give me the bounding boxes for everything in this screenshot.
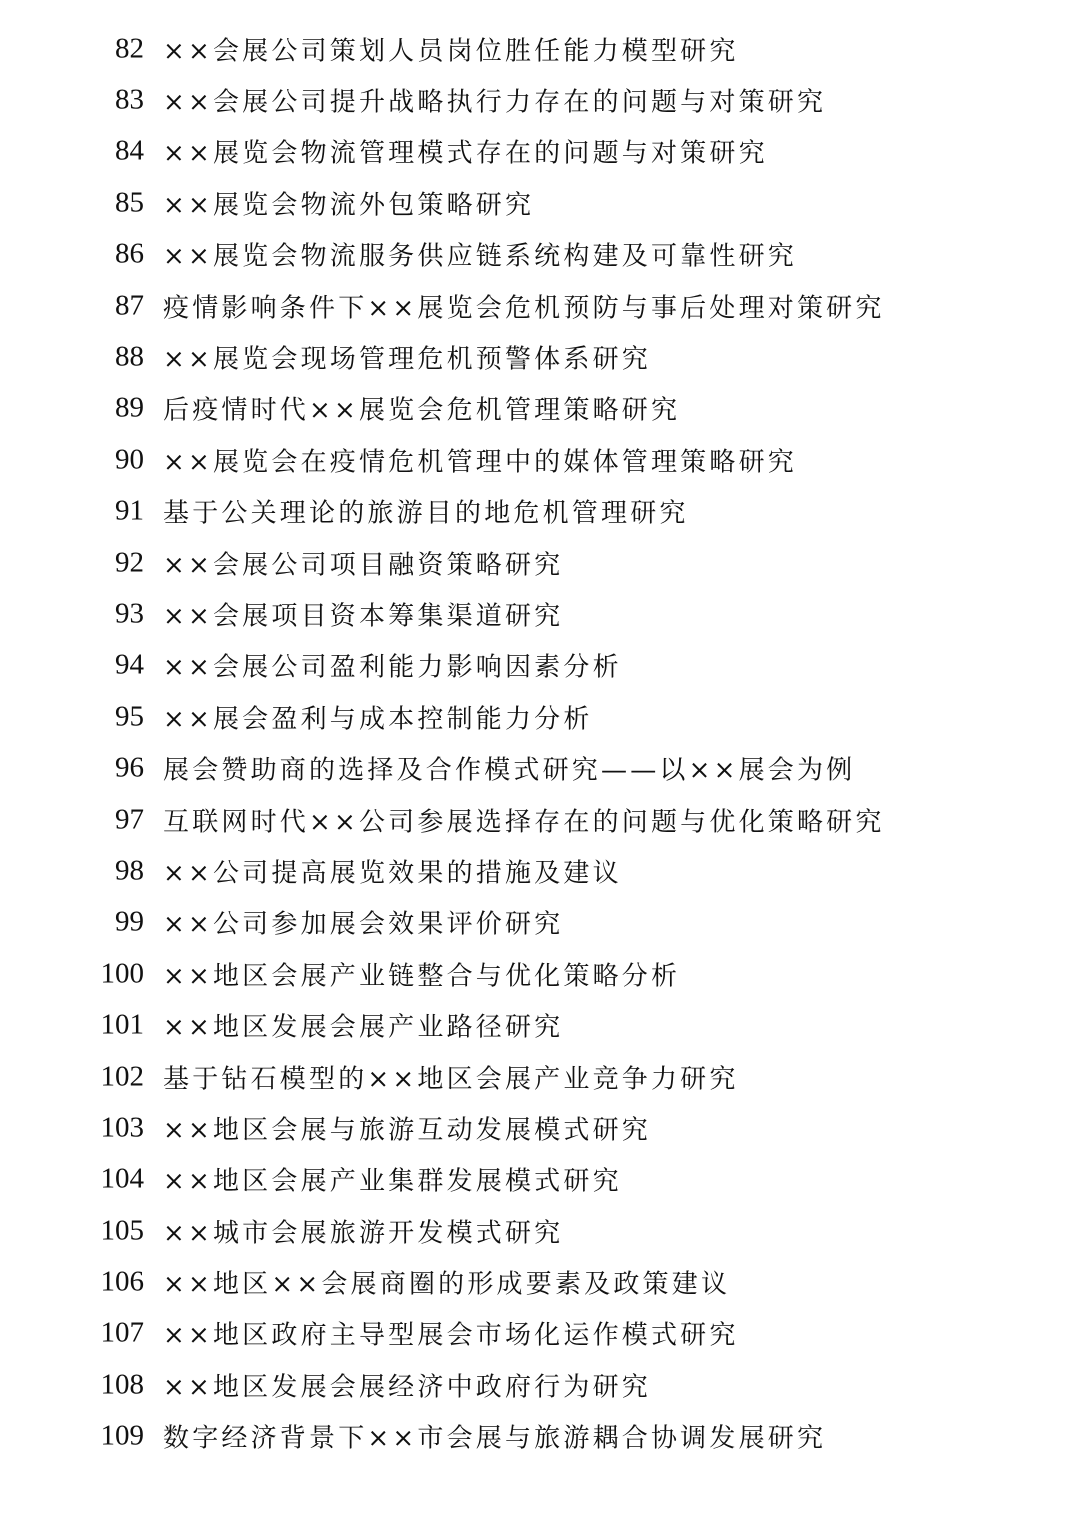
list-item — [0, 23, 1080, 74]
list-item — [0, 1256, 1080, 1307]
list-item — [0, 794, 1080, 845]
item-title: ××地区发展会展经济中政府行为研究 — [163, 1372, 651, 1403]
item-number: 85 — [115, 186, 144, 219]
item-title: ××展会盈利与成本控制能力分析 — [163, 704, 593, 735]
item-title: ××会展公司策划人员岗位胜任能力模型研究 — [163, 36, 739, 67]
item-title: 疫情影响条件下××展览会危机预防与事后处理对策研究 — [163, 293, 885, 324]
item-title: 基于钻石模型的××地区会展产业竞争力研究 — [163, 1064, 739, 1094]
item-title: ××会展公司项目融资策略研究 — [163, 550, 564, 581]
item-number: 109 — [100, 1419, 144, 1452]
list-item — [0, 1154, 1080, 1205]
list-item — [0, 177, 1080, 228]
item-title: ××地区发展会展产业路径研究 — [163, 1012, 564, 1043]
item-number: 98 — [115, 854, 144, 887]
list-item — [0, 383, 1080, 434]
list-item — [0, 434, 1080, 485]
list-item — [0, 691, 1080, 742]
list-item — [0, 1051, 1080, 1102]
item-title: 基于公关理论的旅游目的地危机管理研究 — [163, 498, 689, 529]
list-item — [0, 1359, 1080, 1410]
list-item — [0, 74, 1080, 125]
item-title: ××公司提高展览效果的措施及建议 — [163, 858, 622, 889]
item-number: 107 — [100, 1316, 144, 1349]
item-title: ××会展公司盈利能力影响因素分析 — [163, 652, 622, 683]
item-number: 99 — [115, 905, 144, 938]
item-title: 后疫情时代××展览会危机管理策略研究 — [163, 395, 681, 426]
item-number: 84 — [115, 134, 144, 167]
item-number: 93 — [115, 597, 144, 630]
list-item — [0, 588, 1080, 639]
item-title: ××城市会展旅游开发模式研究 — [163, 1218, 564, 1249]
item-title: ××地区政府主导型展会市场化运作模式研究 — [163, 1320, 739, 1351]
item-number: 104 — [100, 1162, 144, 1195]
item-number: 106 — [100, 1265, 144, 1298]
list-item — [0, 948, 1080, 999]
list-item — [0, 742, 1080, 793]
item-title: 数字经济背景下××市会展与旅游耦合协调发展研究 — [163, 1423, 827, 1454]
list-item — [0, 331, 1080, 382]
list-item — [0, 1411, 1080, 1462]
list-item — [0, 537, 1080, 588]
list-item — [0, 1308, 1080, 1359]
item-title: ××地区××会展商圈的形成要素及政策建议 — [163, 1269, 731, 1300]
item-title: 展会赞助商的选择及合作模式研究——以××展会为例 — [163, 755, 856, 786]
item-number: 90 — [115, 443, 144, 476]
item-number: 105 — [100, 1214, 144, 1247]
item-number: 96 — [115, 751, 144, 784]
item-number: 88 — [115, 340, 144, 373]
item-number: 86 — [115, 237, 144, 270]
item-number: 91 — [115, 494, 144, 527]
topic-list — [0, 23, 1080, 1462]
list-item — [0, 229, 1080, 280]
item-title: ××会展公司提升战略执行力存在的问题与对策研究 — [163, 87, 827, 118]
item-title: ××地区会展产业集群发展模式研究 — [163, 1166, 622, 1197]
item-number: 97 — [115, 803, 144, 836]
item-number: 94 — [115, 648, 144, 681]
list-item — [0, 640, 1080, 691]
item-number: 83 — [115, 83, 144, 116]
list-item — [0, 486, 1080, 537]
list-item — [0, 1205, 1080, 1256]
item-title: ××展览会在疫情危机管理中的媒体管理策略研究 — [163, 447, 797, 478]
list-item — [0, 126, 1080, 177]
list-item — [0, 1102, 1080, 1153]
item-title: ××展览会物流外包策略研究 — [163, 190, 535, 221]
item-number: 87 — [115, 289, 144, 322]
item-number: 92 — [115, 546, 144, 579]
item-title: ××展览会物流服务供应链系统构建及可靠性研究 — [163, 241, 797, 272]
item-number: 95 — [115, 700, 144, 733]
item-title: ××公司参加展会效果评价研究 — [163, 909, 564, 940]
list-item — [0, 845, 1080, 896]
item-number: 101 — [100, 1008, 144, 1041]
item-title: ××展览会现场管理危机预警体系研究 — [163, 344, 651, 375]
item-title: ××地区会展产业链整合与优化策略分析 — [163, 961, 681, 992]
list-item — [0, 897, 1080, 948]
item-title: 互联网时代××公司参展选择存在的问题与优化策略研究 — [163, 807, 885, 838]
item-number: 89 — [115, 391, 144, 424]
list-item — [0, 280, 1080, 331]
item-number: 82 — [115, 32, 144, 65]
item-title: ××地区会展与旅游互动发展模式研究 — [163, 1115, 651, 1146]
item-number: 103 — [100, 1111, 144, 1144]
item-number: 108 — [100, 1368, 144, 1401]
item-title: ××会展项目资本筹集渠道研究 — [163, 601, 564, 632]
item-number: 102 — [100, 1060, 144, 1092]
item-title: ××展览会物流管理模式存在的问题与对策研究 — [163, 138, 768, 169]
list-item — [0, 999, 1080, 1050]
item-number: 100 — [100, 957, 144, 990]
